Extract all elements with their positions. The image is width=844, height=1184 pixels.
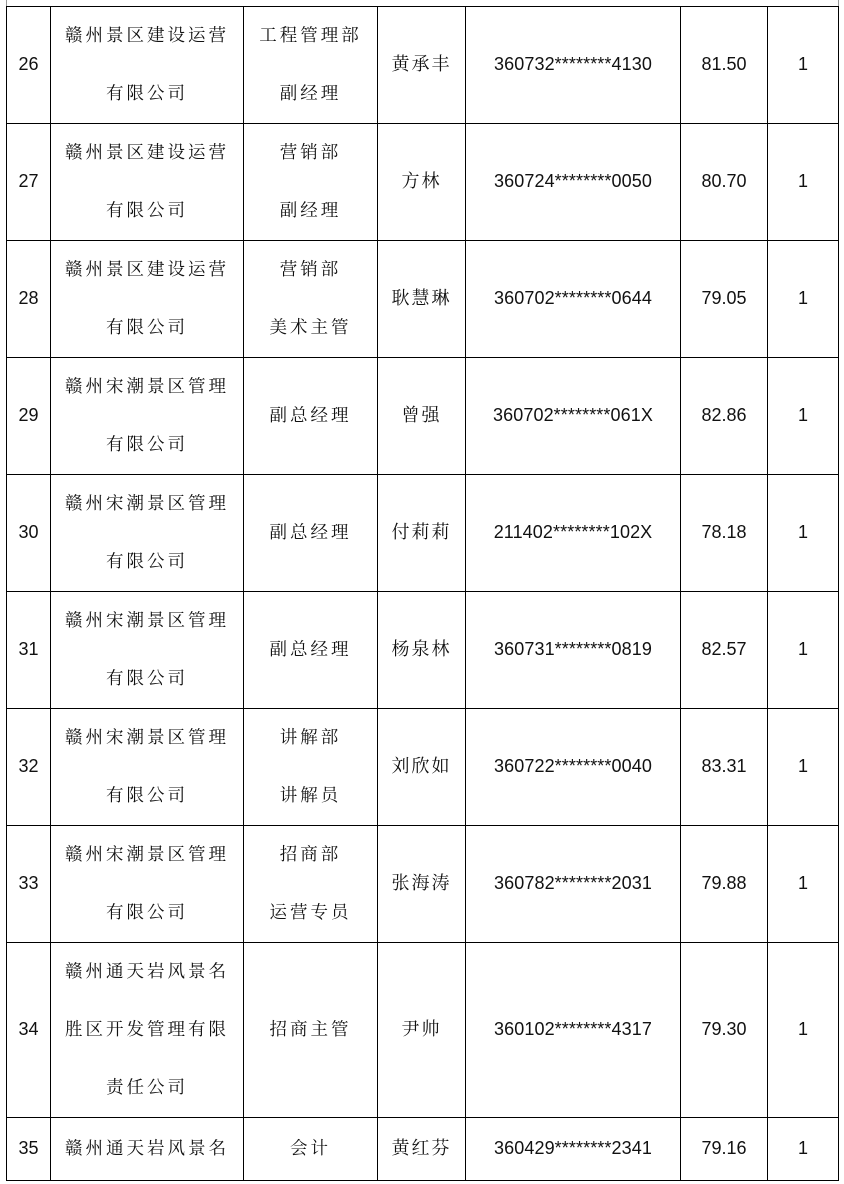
table-row (7, 592, 839, 709)
cell-score: 82.57 (681, 592, 768, 709)
company-line: 赣州景区建设运营 (65, 260, 229, 280)
company-line: 赣州宋潮景区管理 (65, 611, 229, 631)
cell-score: 82.86 (681, 358, 768, 475)
position-line: 讲解员 (279, 786, 342, 806)
cell-company (51, 592, 244, 709)
cell-score: 79.88 (681, 826, 768, 943)
company-line: 赣州通天岩风景名 (65, 1139, 229, 1159)
cell-number: 29 (7, 358, 51, 475)
cell-company (51, 358, 244, 475)
company-line: 赣州宋潮景区管理 (65, 728, 229, 748)
company-line: 胜区开发管理有限 (65, 1020, 229, 1040)
cell-id-number: 360782********2031 (466, 826, 681, 943)
cell-count: 1 (768, 709, 839, 826)
cell-company (51, 241, 244, 358)
cell-id-number: 360102********4317 (466, 943, 681, 1118)
company-line: 赣州宋潮景区管理 (65, 377, 229, 397)
position-line: 副总经理 (269, 523, 352, 543)
table-row (7, 943, 839, 1118)
cell-name: 张海涛 (378, 826, 466, 943)
cell-company (51, 124, 244, 241)
company-line: 有限公司 (106, 669, 188, 689)
table-row (7, 1118, 839, 1181)
company-line: 有限公司 (106, 84, 188, 104)
company-line: 赣州通天岩风景名 (65, 962, 229, 982)
cell-count: 1 (768, 592, 839, 709)
cell-name: 曾强 (378, 358, 466, 475)
cell-count: 1 (768, 241, 839, 358)
company-line: 有限公司 (106, 318, 188, 338)
position-line: 工程管理部 (259, 26, 362, 46)
cell-position (244, 709, 378, 826)
cell-score: 78.18 (681, 475, 768, 592)
cell-score: 79.30 (681, 943, 768, 1118)
position-line: 招商部 (279, 845, 342, 865)
cell-position (244, 7, 378, 124)
cell-company (51, 7, 244, 124)
cell-score: 79.05 (681, 241, 768, 358)
cell-count: 1 (768, 1118, 839, 1181)
cell-id-number: 360731********0819 (466, 592, 681, 709)
cell-name: 方林 (378, 124, 466, 241)
table-row (7, 241, 839, 358)
cell-count: 1 (768, 943, 839, 1118)
cell-number: 35 (7, 1118, 51, 1181)
cell-number: 26 (7, 7, 51, 124)
cell-company (51, 709, 244, 826)
cell-position (244, 826, 378, 943)
cell-position (244, 475, 378, 592)
table-body (7, 7, 839, 1181)
position-line: 副总经理 (269, 640, 352, 660)
table-row (7, 709, 839, 826)
position-line: 副经理 (279, 201, 342, 221)
cell-company (51, 1118, 244, 1181)
cell-count: 1 (768, 475, 839, 592)
cell-count: 1 (768, 358, 839, 475)
cell-name: 付莉莉 (378, 475, 466, 592)
position-line: 营销部 (279, 260, 342, 280)
company-line: 责任公司 (106, 1078, 188, 1098)
cell-company (51, 943, 244, 1118)
cell-number: 33 (7, 826, 51, 943)
company-line: 有限公司 (106, 552, 188, 572)
cell-company (51, 826, 244, 943)
table-row (7, 124, 839, 241)
cell-id-number: 360724********0050 (466, 124, 681, 241)
cell-score: 81.50 (681, 7, 768, 124)
cell-name: 黄承丰 (378, 7, 466, 124)
company-line: 有限公司 (106, 201, 188, 221)
company-line: 有限公司 (106, 786, 188, 806)
table-row (7, 475, 839, 592)
cell-count: 1 (768, 124, 839, 241)
cell-count: 1 (768, 7, 839, 124)
company-line: 有限公司 (106, 903, 188, 923)
cell-score: 83.31 (681, 709, 768, 826)
position-line: 营销部 (279, 143, 342, 163)
cell-id-number: 211402********102X (466, 475, 681, 592)
company-line: 赣州景区建设运营 (65, 26, 229, 46)
company-line: 赣州宋潮景区管理 (65, 494, 229, 514)
cell-id-number: 360722********0040 (466, 709, 681, 826)
position-line: 讲解部 (279, 728, 342, 748)
position-line: 运营专员 (269, 903, 352, 923)
cell-number: 30 (7, 475, 51, 592)
cell-number: 32 (7, 709, 51, 826)
cell-name: 尹帅 (378, 943, 466, 1118)
company-line: 赣州宋潮景区管理 (65, 845, 229, 865)
cell-position (244, 358, 378, 475)
position-line: 副总经理 (269, 406, 352, 426)
cell-number: 28 (7, 241, 51, 358)
candidates-table (6, 6, 839, 1181)
cell-score: 80.70 (681, 124, 768, 241)
cell-id-number: 360702********0644 (466, 241, 681, 358)
table-row (7, 826, 839, 943)
cell-id-number: 360429********2341 (466, 1118, 681, 1181)
cell-score: 79.16 (681, 1118, 768, 1181)
table-row (7, 358, 839, 475)
cell-position (244, 1118, 378, 1181)
cell-position (244, 241, 378, 358)
cell-number: 31 (7, 592, 51, 709)
cell-count: 1 (768, 826, 839, 943)
cell-position (244, 592, 378, 709)
cell-id-number: 360732********4130 (466, 7, 681, 124)
position-line: 招商主管 (269, 1020, 352, 1040)
cell-id-number: 360702********061X (466, 358, 681, 475)
cell-number: 27 (7, 124, 51, 241)
position-line: 副经理 (279, 84, 342, 104)
position-line: 会计 (290, 1139, 331, 1159)
position-line: 美术主管 (269, 318, 352, 338)
cell-company (51, 475, 244, 592)
cell-number: 34 (7, 943, 51, 1118)
cell-name: 杨泉林 (378, 592, 466, 709)
company-line: 赣州景区建设运营 (65, 143, 229, 163)
cell-position (244, 124, 378, 241)
company-line: 有限公司 (106, 435, 188, 455)
table-row (7, 7, 839, 124)
cell-name: 刘欣如 (378, 709, 466, 826)
cell-name: 耿慧琳 (378, 241, 466, 358)
cell-name: 黄红芬 (378, 1118, 466, 1181)
cell-position (244, 943, 378, 1118)
